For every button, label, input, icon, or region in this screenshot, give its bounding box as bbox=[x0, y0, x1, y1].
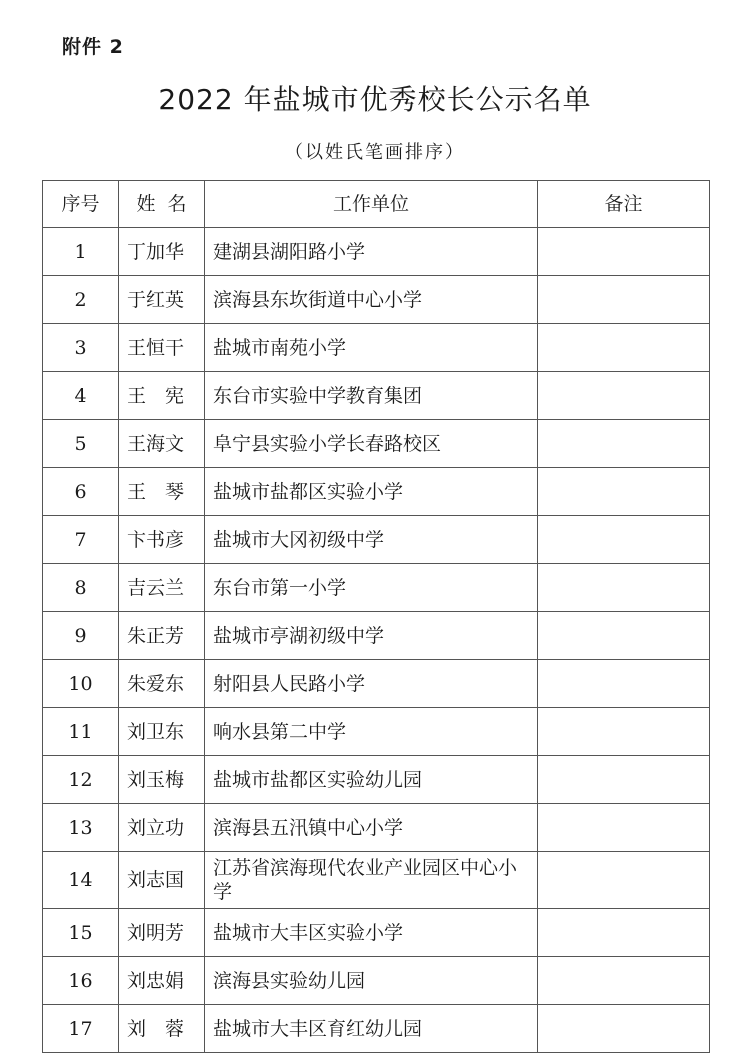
cell-unit: 东台市实验中学教育集团 bbox=[205, 372, 538, 420]
table-row bbox=[43, 564, 710, 612]
table-row bbox=[43, 420, 710, 468]
cell-unit: 东台市第一小学 bbox=[205, 564, 538, 612]
cell-name: 刘忠娟 bbox=[119, 957, 205, 1005]
cell-note bbox=[538, 660, 710, 708]
cell-no: 2 bbox=[43, 276, 119, 324]
cell-unit: 响水县第二中学 bbox=[205, 708, 538, 756]
cell-unit: 盐城市大丰区实验小学 bbox=[205, 909, 538, 957]
document-title: 2022 年盐城市优秀校长公示名单 bbox=[158, 83, 592, 116]
header-note: 备注 bbox=[538, 181, 710, 228]
cell-note bbox=[538, 228, 710, 276]
table-row bbox=[43, 516, 710, 564]
cell-unit: 盐城市南苑小学 bbox=[205, 324, 538, 372]
table-row bbox=[43, 852, 710, 909]
cell-name: 丁加华 bbox=[119, 228, 205, 276]
cell-note bbox=[538, 708, 710, 756]
cell-unit: 江苏省滨海现代农业产业园区中心小学 bbox=[205, 852, 538, 909]
cell-no: 17 bbox=[43, 1005, 119, 1053]
cell-note bbox=[538, 372, 710, 420]
cell-name: 王海文 bbox=[119, 420, 205, 468]
cell-name: 刘 蓉 bbox=[119, 1005, 205, 1053]
cell-unit: 射阳县人民路小学 bbox=[205, 660, 538, 708]
cell-name: 卞书彦 bbox=[119, 516, 205, 564]
cell-name: 王恒干 bbox=[119, 324, 205, 372]
attachment-label: 附件 2 bbox=[62, 36, 124, 58]
table-body bbox=[43, 228, 710, 1053]
cell-name: 吉云兰 bbox=[119, 564, 205, 612]
header-unit: 工作单位 bbox=[205, 181, 538, 228]
cell-name: 刘玉梅 bbox=[119, 756, 205, 804]
cell-no: 8 bbox=[43, 564, 119, 612]
cell-name: 朱爱东 bbox=[119, 660, 205, 708]
cell-unit: 阜宁县实验小学长春路校区 bbox=[205, 420, 538, 468]
cell-no: 15 bbox=[43, 909, 119, 957]
cell-note bbox=[538, 420, 710, 468]
cell-note bbox=[538, 804, 710, 852]
cell-name: 刘明芳 bbox=[119, 909, 205, 957]
table-row bbox=[43, 660, 710, 708]
table-header-row bbox=[43, 181, 710, 228]
cell-no: 1 bbox=[43, 228, 119, 276]
cell-no: 14 bbox=[43, 852, 119, 909]
cell-name: 王 宪 bbox=[119, 372, 205, 420]
cell-unit: 滨海县实验幼儿园 bbox=[205, 957, 538, 1005]
cell-name: 刘志国 bbox=[119, 852, 205, 909]
cell-note bbox=[538, 957, 710, 1005]
cell-note bbox=[538, 756, 710, 804]
cell-note bbox=[538, 564, 710, 612]
cell-unit: 建湖县湖阳路小学 bbox=[205, 228, 538, 276]
cell-name: 刘卫东 bbox=[119, 708, 205, 756]
cell-note bbox=[538, 909, 710, 957]
cell-note bbox=[538, 324, 710, 372]
table-row bbox=[43, 324, 710, 372]
cell-note bbox=[538, 468, 710, 516]
cell-unit: 盐城市大冈初级中学 bbox=[205, 516, 538, 564]
cell-no: 10 bbox=[43, 660, 119, 708]
cell-unit: 盐城市盐都区实验小学 bbox=[205, 468, 538, 516]
cell-no: 6 bbox=[43, 468, 119, 516]
table-row bbox=[43, 708, 710, 756]
table-row bbox=[43, 228, 710, 276]
header-no: 序号 bbox=[43, 181, 119, 228]
cell-no: 4 bbox=[43, 372, 119, 420]
cell-name: 于红英 bbox=[119, 276, 205, 324]
cell-name: 朱正芳 bbox=[119, 612, 205, 660]
cell-unit: 滨海县五汛镇中心小学 bbox=[205, 804, 538, 852]
cell-name: 王 琴 bbox=[119, 468, 205, 516]
cell-note bbox=[538, 516, 710, 564]
cell-note bbox=[538, 1005, 710, 1053]
cell-no: 16 bbox=[43, 957, 119, 1005]
cell-no: 3 bbox=[43, 324, 119, 372]
cell-note bbox=[538, 612, 710, 660]
table-row bbox=[43, 276, 710, 324]
table-row bbox=[43, 612, 710, 660]
cell-name: 刘立功 bbox=[119, 804, 205, 852]
table-row bbox=[43, 1005, 710, 1053]
header-name: 姓 名 bbox=[119, 181, 205, 228]
table-row bbox=[43, 804, 710, 852]
cell-no: 9 bbox=[43, 612, 119, 660]
cell-unit: 盐城市盐都区实验幼儿园 bbox=[205, 756, 538, 804]
cell-no: 11 bbox=[43, 708, 119, 756]
table-row bbox=[43, 756, 710, 804]
principal-roster-table bbox=[42, 180, 710, 1053]
table-row bbox=[43, 372, 710, 420]
cell-note bbox=[538, 276, 710, 324]
cell-note bbox=[538, 852, 710, 909]
cell-no: 13 bbox=[43, 804, 119, 852]
cell-unit: 盐城市大丰区育红幼儿园 bbox=[205, 1005, 538, 1053]
cell-unit: 滨海县东坎街道中心小学 bbox=[205, 276, 538, 324]
table-row bbox=[43, 468, 710, 516]
cell-no: 12 bbox=[43, 756, 119, 804]
cell-unit: 盐城市亭湖初级中学 bbox=[205, 612, 538, 660]
document-subtitle: （以姓氏笔画排序） bbox=[285, 142, 465, 163]
table-row bbox=[43, 909, 710, 957]
cell-no: 5 bbox=[43, 420, 119, 468]
table-row bbox=[43, 957, 710, 1005]
cell-no: 7 bbox=[43, 516, 119, 564]
